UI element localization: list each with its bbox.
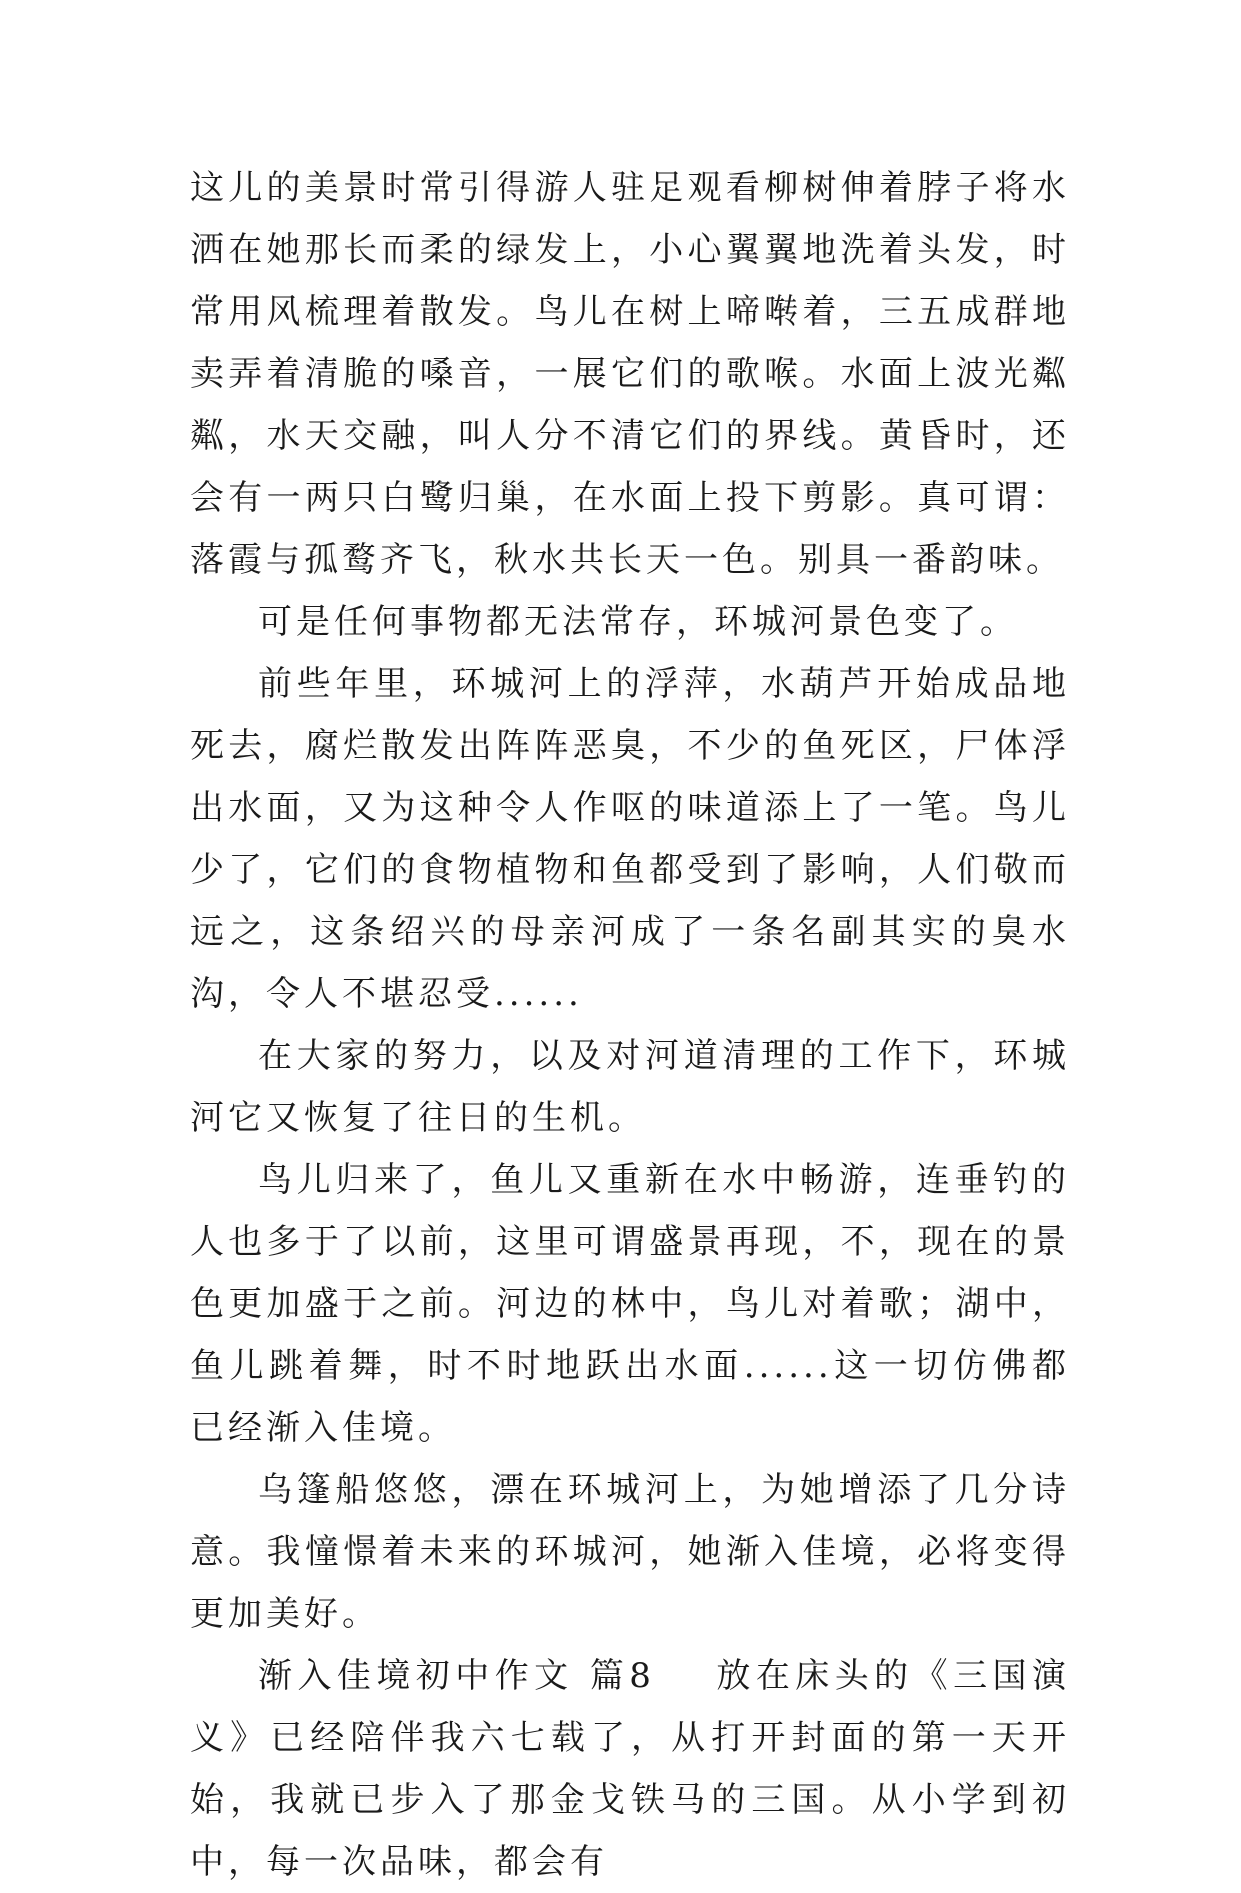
paragraph-1: 这儿的美景时常引得游人驻足观看柳树伸着脖子将水洒在她那长而柔的绿发上，小心翼翼地洗着头发，时常用风梳理着散发。鸟儿在树上啼啭着，三五成群地卖弄着清脆的嗓音，一展它们的歌喉。水面上波光粼粼，水天交融，叫人分不清它们的界线。黄昏时，还会有一两只白鹭归巢，在水面上投下剪影。真可谓：落霞与孤鹜齐飞，秋水共长天一色。别具一番韵味。 [190,168,1070,580]
essay-section-paragraph [190,1645,1070,1893]
paragraph-3: 前些年里，环城河上的浮萍，水葫芦开始成品地死去，腐烂散发出阵阵恶臭，不少的鱼死区，尸体浮出水面，又为这种令人作呕的味道添上了一笔。鸟儿少了，它们的食物植物和鱼都受到了影响，人们敬而远之，这条绍兴的母亲河成了一条名副其实的臭水沟，令人不堪忍受...... [190,664,1070,1014]
essay-section-heading: 渐入佳境初中作文 篇8 [258,1656,655,1696]
paragraph-2: 可是任何事物都无法常存，环城河景色变了。 [258,602,1018,642]
essay-section-text: 放在床头的《三国演义》已经陪伴我六七载了，从打开封面的第一天开始，我就已步入了那金戈铁马的三国。从小学到初中，每一次品味，都会有 [190,1656,1070,1882]
document-body [190,157,1070,1893]
paragraph-5: 鸟儿归来了，鱼儿又重新在水中畅游，连垂钓的人也多于了以前，这里可谓盛景再现，不，现在的景色更加盛于之前。河边的林中，鸟儿对着歌；湖中，鱼儿跳着舞，时不时地跃出水面......这一切仿佛都已经渐入佳境。 [190,1160,1070,1448]
paragraph-4: 在大家的努力，以及对河道清理的工作下，环城河它又恢复了往日的生机。 [190,1036,1070,1138]
paragraph-6: 乌篷船悠悠，漂在环城河上，为她增添了几分诗意。我憧憬着未来的环城河，她渐入佳境，必将变得更加美好。 [190,1470,1070,1634]
